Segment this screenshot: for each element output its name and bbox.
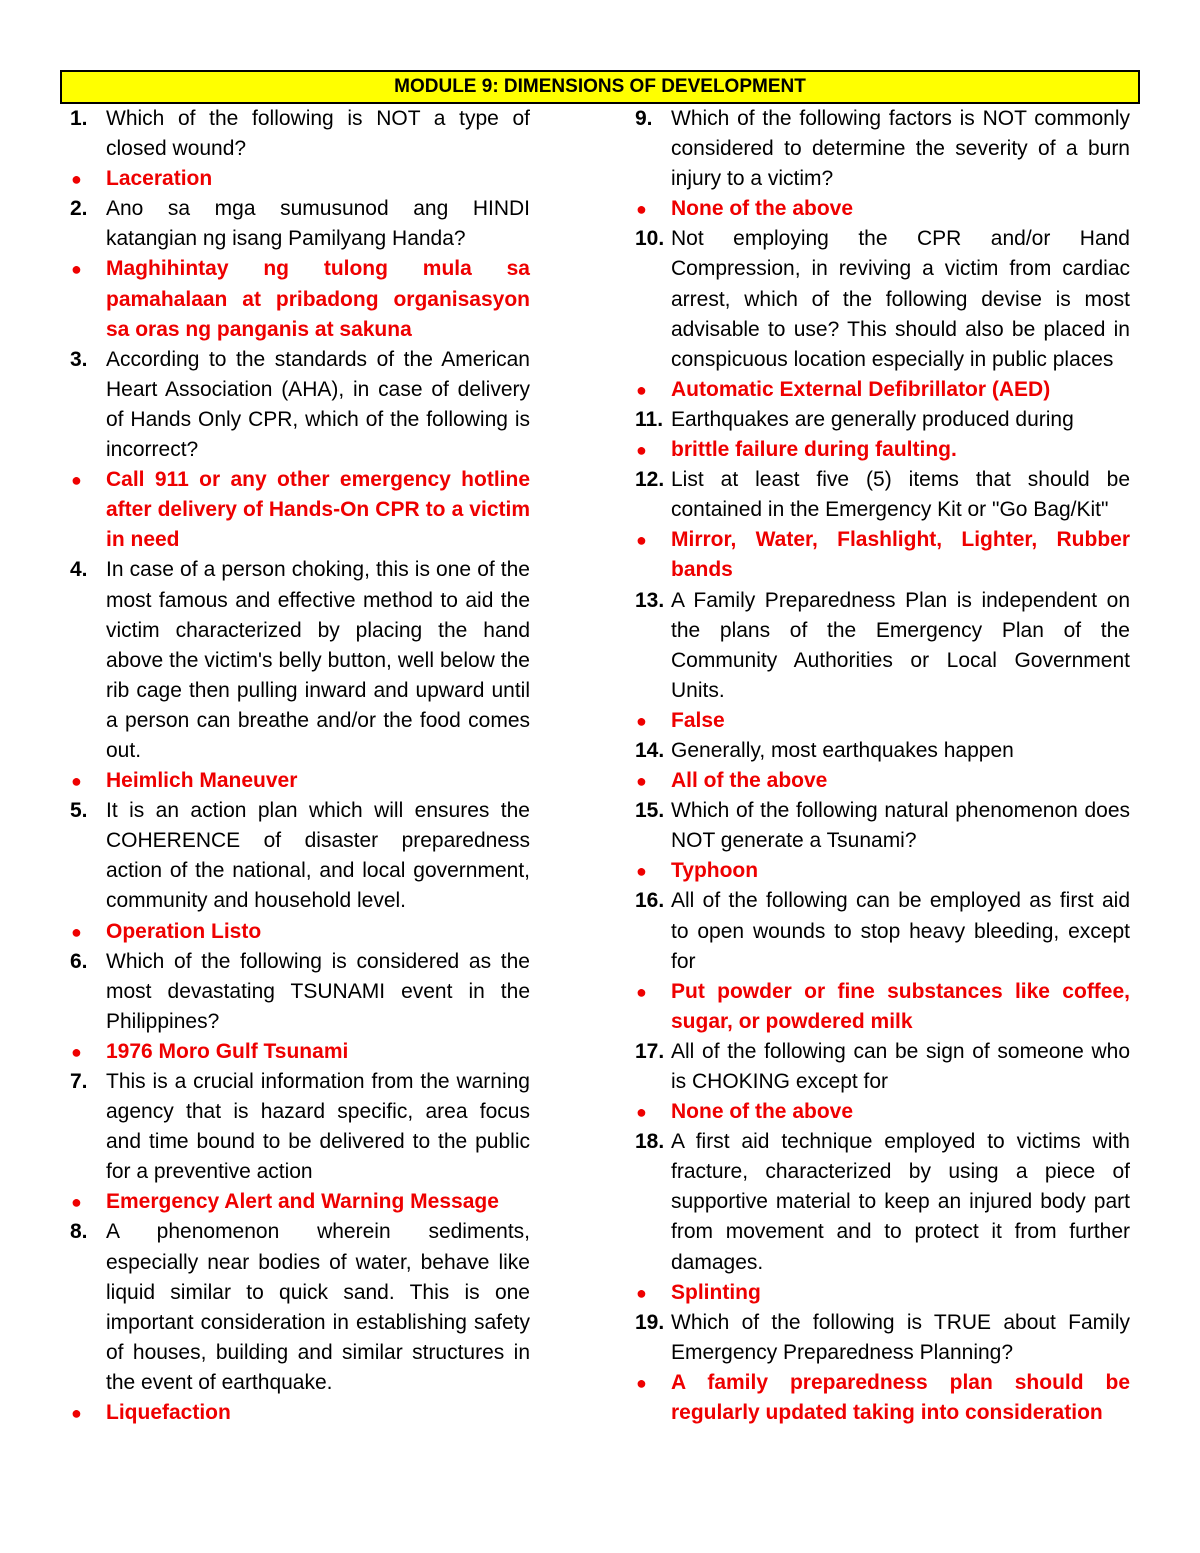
question-number: 19. [635, 1310, 665, 1334]
answer-text: Put powder or fine substances like coffee, sugar, or powdered milk [671, 979, 1130, 1033]
question-number: 11. [635, 407, 664, 431]
bullet-icon: ● [71, 1192, 82, 1213]
question-number: 6. [70, 949, 88, 973]
answer-text: Maghihintay ng tulong mula sa pamahalaan at pribadong organisasyon sa oras ng panganis at sakuna [106, 257, 530, 341]
question-number: 4. [70, 558, 88, 582]
answer-text: False [671, 708, 725, 732]
question-item [635, 1127, 1130, 1277]
answer-text: Heimlich Maneuver [106, 769, 298, 793]
bullet-icon: ● [636, 379, 647, 400]
question-item [635, 224, 1130, 374]
answer-item [635, 375, 1130, 405]
question-number: 1. [70, 107, 88, 130]
answer-text: Splinting [671, 1280, 761, 1304]
answer-item [70, 254, 530, 344]
question-text: Earthquakes are generally produced during [671, 407, 1074, 431]
question-number: 17. [635, 1039, 665, 1063]
bullet-icon: ● [636, 199, 647, 220]
question-item [70, 104, 530, 164]
question-item [70, 345, 530, 465]
question-item [70, 796, 530, 916]
question-number: 18. [635, 1130, 665, 1154]
question-item [70, 1067, 530, 1187]
answer-text: All of the above [671, 769, 828, 793]
bullet-icon: ● [71, 1403, 82, 1424]
question-number: 10. [635, 227, 665, 251]
bullet-icon: ● [636, 861, 647, 882]
question-number: 8. [70, 1220, 88, 1244]
question-number: 9. [635, 107, 653, 130]
question-number: 14. [635, 738, 665, 762]
bullet-icon: ● [636, 530, 647, 551]
answer-text: Operation Listo [106, 919, 262, 943]
question-text: A first aid technique employed to victims with fracture, characterized by using a piece of supportive material to keep an injured body part from movement and to protect it from further damages. [671, 1130, 1130, 1274]
question-item [70, 555, 530, 766]
bullet-icon: ● [636, 440, 647, 461]
question-text: In case of a person choking, this is one of the most famous and effective method to aid the victim characterized by placing the hand above the victim's belly button, well below the rib cage then pulling inward and upward until a person can breathe and/or the food comes out. [106, 558, 530, 762]
right-column [635, 104, 1130, 1428]
bullet-icon: ● [71, 1041, 82, 1062]
bullet-icon: ● [71, 169, 82, 190]
question-text: A Family Preparedness Plan is independent on the plans of the Emergency Plan of the Community Authorities or Local Government Units. [671, 588, 1130, 702]
question-text: Generally, most earthquakes happen [671, 738, 1014, 762]
question-text: Which of the following is TRUE about Family Emergency Preparedness Planning? [671, 1310, 1130, 1364]
answer-text: Call 911 or any other emergency hotline after delivery of Hands-On CPR to a victim in need [106, 468, 530, 552]
answer-item [70, 1037, 530, 1067]
question-item [635, 586, 1130, 706]
answer-item [635, 1097, 1130, 1127]
question-text: All of the following can be sign of someone who is CHOKING except for [671, 1039, 1130, 1093]
answer-item [70, 164, 530, 194]
answer-item [635, 525, 1130, 585]
bullet-icon: ● [636, 1372, 647, 1393]
answer-item [70, 465, 530, 555]
question-text: Not employing the CPR and/or Hand Compression, in reviving a victim from cardiac arrest, which of the following devise is most advisable to use? This should also be placed in conspicuous location especially in public places [671, 227, 1130, 371]
answer-text: Laceration [106, 167, 213, 191]
question-number: 5. [70, 799, 88, 823]
answer-text: None of the above [671, 197, 854, 221]
bullet-icon: ● [636, 981, 647, 1002]
answer-item [635, 856, 1130, 886]
question-item [635, 1308, 1130, 1368]
answer-item [635, 1278, 1130, 1308]
question-text: Which of the following natural phenomenon does NOT generate a Tsunami? [671, 799, 1130, 853]
answer-item [635, 1368, 1130, 1428]
question-text: According to the standards of the American Heart Association (AHA), in case of delivery of Hands Only CPR, which of the following is incorrect? [106, 347, 530, 462]
answer-text: Liquefaction [106, 1401, 231, 1425]
question-text: All of the following can be employed as first aid to open wounds to stop heavy bleeding, except for [671, 889, 1130, 973]
answer-item [70, 766, 530, 796]
question-number: 16. [635, 889, 665, 913]
answer-item [635, 435, 1130, 465]
left-column [70, 104, 530, 1428]
question-number: 13. [635, 588, 665, 612]
question-text: List at least five (5) items that should be contained in the Emergency Kit or "Go Bag/Kit" [671, 468, 1130, 522]
question-item [70, 947, 530, 1037]
question-text: Which of the following is NOT a type of closed wound? [106, 107, 530, 161]
answer-text: A family preparedness plan should be regularly updated taking into consideration [671, 1370, 1130, 1425]
question-number: 3. [70, 347, 88, 371]
question-item [635, 736, 1130, 766]
answer-item [70, 1398, 530, 1428]
answer-item [635, 977, 1130, 1037]
question-text: It is an action plan which will ensures the COHERENCE of disaster preparedness action of the national, and local government, community and household level. [106, 799, 530, 913]
question-text: Which of the following is considered as the most devastating TSUNAMI event in the Philippines? [106, 949, 530, 1033]
question-number: 7. [70, 1070, 88, 1093]
bullet-icon: ● [636, 710, 647, 731]
question-item [635, 465, 1130, 525]
bullet-icon: ● [636, 1282, 647, 1303]
question-number: 12. [635, 468, 665, 492]
page-title: MODULE 9: DIMENSIONS OF DEVELOPMENT [60, 70, 1140, 104]
question-item [635, 886, 1130, 976]
question-text: Ano sa mga sumusunod ang HINDI katangian ng isang Pamilyang Handa? [106, 197, 530, 251]
answer-text: Mirror, Water, Flashlight, Lighter, Rubber bands [671, 528, 1130, 582]
answer-text: Typhoon [671, 859, 759, 883]
answer-item [635, 194, 1130, 224]
question-text: This is a crucial information from the warning agency that is hazard specific, area focus and time bound to be delivered to the public for a preventive action [106, 1070, 530, 1184]
question-number: 2. [70, 197, 88, 221]
bullet-icon: ● [71, 921, 82, 942]
answer-item [70, 917, 530, 947]
question-text: A phenomenon wherein sediments, especially near bodies of water, behave like liquid similar to quick sand. This is one important consideration in establishing safety of houses, building and similar structures in the event of earthquake. [106, 1220, 530, 1394]
question-item [70, 194, 530, 254]
bullet-icon: ● [71, 259, 82, 280]
bullet-icon: ● [636, 1102, 647, 1123]
answer-item [635, 766, 1130, 796]
answer-item [635, 706, 1130, 736]
question-item [70, 1217, 530, 1398]
answer-text: 1976 Moro Gulf Tsunami [106, 1039, 349, 1063]
bullet-icon: ● [636, 771, 647, 792]
bullet-icon: ● [71, 771, 82, 792]
question-item [635, 1037, 1130, 1097]
bullet-icon: ● [71, 470, 82, 491]
answer-text: Automatic External Defibrillator (AED) [671, 377, 1051, 401]
question-number: 15. [635, 799, 665, 823]
answer-item [70, 1187, 530, 1217]
question-text: Which of the following factors is NOT commonly considered to determine the severity of a burn injury to a victim? [671, 107, 1130, 191]
question-item [635, 104, 1130, 194]
answer-text: None of the above [671, 1100, 854, 1124]
question-item [635, 796, 1130, 856]
answer-text: brittle failure during faulting. [671, 438, 957, 462]
answer-text: Emergency Alert and Warning Message [106, 1190, 499, 1214]
question-item [635, 405, 1130, 435]
